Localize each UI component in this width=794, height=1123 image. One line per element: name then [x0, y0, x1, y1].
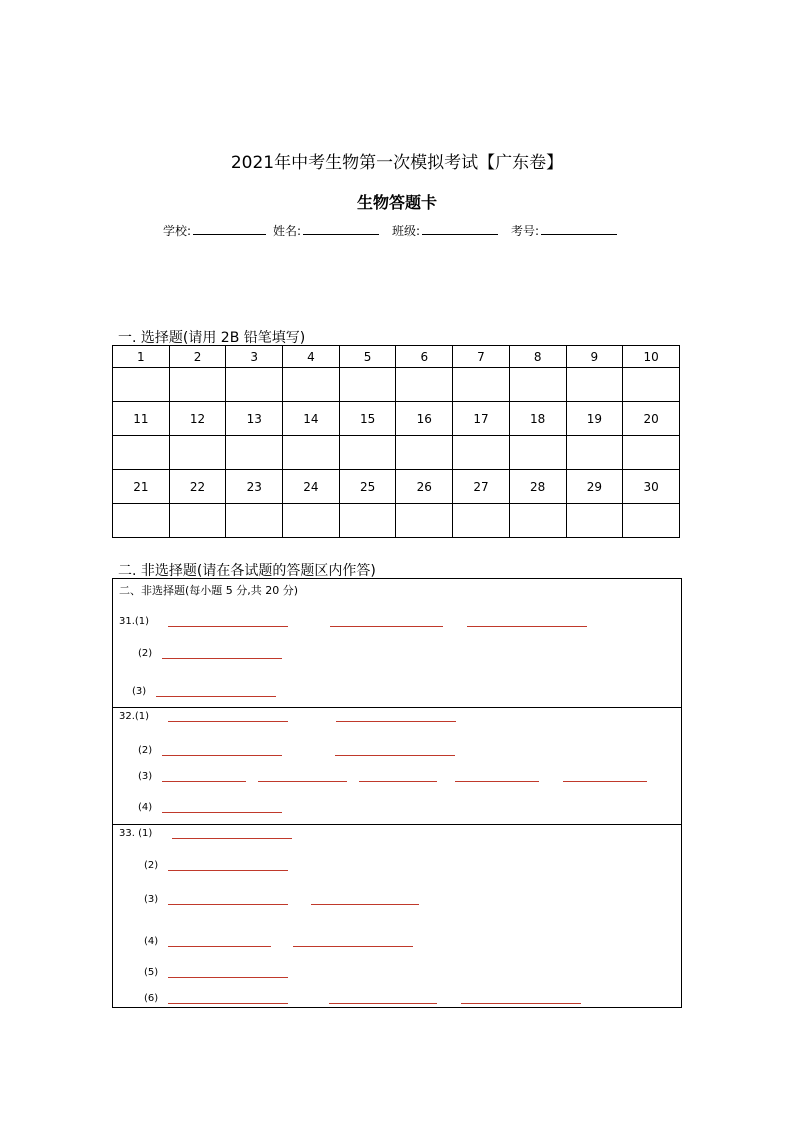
- q33-part3-label: (3): [144, 894, 159, 905]
- answer-cell[interactable]: [509, 504, 566, 538]
- question-number: 7: [453, 346, 510, 368]
- question-number: 14: [283, 402, 340, 436]
- answer-row: [113, 436, 680, 470]
- answer-cell[interactable]: [396, 436, 453, 470]
- question-number: 21: [113, 470, 170, 504]
- answer-line[interactable]: [156, 696, 276, 697]
- q33-part5-label: (5): [144, 967, 159, 978]
- number-row: [113, 346, 680, 368]
- q33-part2-label: (2): [144, 860, 159, 871]
- answer-cell[interactable]: [283, 504, 340, 538]
- answer-cell[interactable]: [623, 436, 680, 470]
- q31-part3-label: (3): [132, 686, 147, 697]
- answer-line[interactable]: [168, 870, 288, 871]
- question-number: 9: [566, 346, 623, 368]
- answer-cell[interactable]: [113, 436, 170, 470]
- answer-cell[interactable]: [169, 436, 226, 470]
- answer-cell[interactable]: [453, 368, 510, 402]
- answer-cell[interactable]: [226, 436, 283, 470]
- question-number: 2: [169, 346, 226, 368]
- answer-line[interactable]: [467, 626, 587, 627]
- exam-number-blank[interactable]: [541, 222, 617, 235]
- q31-part2-label: (2): [138, 648, 153, 659]
- question-number: 24: [283, 470, 340, 504]
- answer-cell[interactable]: [339, 504, 396, 538]
- answer-cell[interactable]: [396, 368, 453, 402]
- answer-line[interactable]: [162, 755, 282, 756]
- question-number: 20: [623, 402, 680, 436]
- q33-part4-label: (4): [144, 936, 159, 947]
- answer-line[interactable]: [455, 781, 539, 782]
- q33-box: [112, 824, 682, 1008]
- q33-part1-label: 33. (1): [119, 828, 153, 839]
- answer-cell[interactable]: [623, 504, 680, 538]
- number-row: [113, 402, 680, 436]
- answer-line[interactable]: [335, 755, 455, 756]
- answer-line[interactable]: [311, 904, 419, 905]
- class-label: 班级:: [392, 224, 421, 238]
- answer-line[interactable]: [168, 904, 288, 905]
- answer-cell[interactable]: [339, 436, 396, 470]
- name-label: 姓名:: [273, 224, 302, 238]
- question-number: 12: [169, 402, 226, 436]
- answer-line[interactable]: [329, 1003, 437, 1004]
- question-number: 16: [396, 402, 453, 436]
- answer-line[interactable]: [258, 781, 347, 782]
- answer-cell[interactable]: [509, 436, 566, 470]
- answer-row: [113, 504, 680, 538]
- answer-cell[interactable]: [113, 368, 170, 402]
- page-subtitle: 生物答题卡: [356, 193, 437, 212]
- name-field: [273, 222, 379, 239]
- class-field: [392, 222, 498, 239]
- answer-line[interactable]: [168, 721, 288, 722]
- school-label: 学校:: [163, 224, 192, 238]
- answer-cell[interactable]: [623, 368, 680, 402]
- section1-heading: 一. 选择题(请用 2B 铅笔填写): [118, 330, 306, 346]
- exam-number-field: [511, 222, 617, 239]
- q33-part6-label: (6): [144, 993, 159, 1004]
- choice-answer-table: [112, 345, 680, 538]
- question-number: 17: [453, 402, 510, 436]
- answer-cell[interactable]: [226, 368, 283, 402]
- school-field: [163, 222, 266, 239]
- answer-cell[interactable]: [566, 436, 623, 470]
- question-number: 28: [509, 470, 566, 504]
- question-number: 27: [453, 470, 510, 504]
- question-number: 5: [339, 346, 396, 368]
- answer-cell[interactable]: [339, 368, 396, 402]
- answer-cell[interactable]: [169, 368, 226, 402]
- q32-part3-label: (3): [138, 771, 153, 782]
- q32-part1-label: 32.(1): [119, 711, 150, 722]
- answer-cell[interactable]: [453, 436, 510, 470]
- answer-line[interactable]: [168, 977, 288, 978]
- page-title: 2021年中考生物第一次模拟考试【广东卷】: [230, 153, 564, 173]
- answer-line[interactable]: [563, 781, 647, 782]
- question-number: 22: [169, 470, 226, 504]
- answer-cell[interactable]: [113, 504, 170, 538]
- section2-box-heading: 二、非选择题(每小题 5 分,共 20 分): [119, 584, 299, 597]
- question-number: 30: [623, 470, 680, 504]
- question-number: 8: [509, 346, 566, 368]
- q32-box: [112, 707, 682, 825]
- q32-part4-label: (4): [138, 802, 153, 813]
- school-blank[interactable]: [193, 222, 266, 235]
- exam-number-label: 考号:: [511, 224, 540, 238]
- answer-line[interactable]: [359, 781, 437, 782]
- answer-cell[interactable]: [283, 436, 340, 470]
- q32-part2-label: (2): [138, 745, 153, 756]
- answer-cell[interactable]: [566, 368, 623, 402]
- answer-cell[interactable]: [169, 504, 226, 538]
- answer-line[interactable]: [162, 781, 246, 782]
- answer-cell[interactable]: [509, 368, 566, 402]
- question-number: 13: [226, 402, 283, 436]
- question-number: 18: [509, 402, 566, 436]
- question-number: 19: [566, 402, 623, 436]
- class-blank[interactable]: [422, 222, 498, 235]
- number-row: [113, 470, 680, 504]
- question-number: 1: [113, 346, 170, 368]
- question-number: 11: [113, 402, 170, 436]
- answer-line[interactable]: [172, 838, 292, 839]
- answer-line[interactable]: [330, 626, 443, 627]
- answer-line[interactable]: [336, 721, 456, 722]
- answer-cell[interactable]: [566, 504, 623, 538]
- answer-row: [113, 368, 680, 402]
- question-number: 25: [339, 470, 396, 504]
- question-number: 23: [226, 470, 283, 504]
- question-number: 29: [566, 470, 623, 504]
- answer-cell[interactable]: [396, 504, 453, 538]
- question-number: 10: [623, 346, 680, 368]
- answer-line[interactable]: [461, 1003, 581, 1004]
- answer-cell[interactable]: [283, 368, 340, 402]
- answer-cell[interactable]: [453, 504, 510, 538]
- question-number: 6: [396, 346, 453, 368]
- q31-box: [112, 578, 682, 708]
- question-number: 26: [396, 470, 453, 504]
- answer-line[interactable]: [162, 658, 282, 659]
- answer-line[interactable]: [168, 946, 271, 947]
- question-number: 4: [283, 346, 340, 368]
- q31-part1-label: 31.(1): [119, 616, 150, 627]
- answer-line[interactable]: [293, 946, 413, 947]
- answer-cell[interactable]: [226, 504, 283, 538]
- name-blank[interactable]: [303, 222, 379, 235]
- question-number: 3: [226, 346, 283, 368]
- question-number: 15: [339, 402, 396, 436]
- answer-line[interactable]: [162, 812, 282, 813]
- section2-heading: 二. 非选择题(请在各试题的答题区内作答): [118, 563, 376, 579]
- answer-line[interactable]: [168, 1003, 288, 1004]
- answer-line[interactable]: [168, 626, 288, 627]
